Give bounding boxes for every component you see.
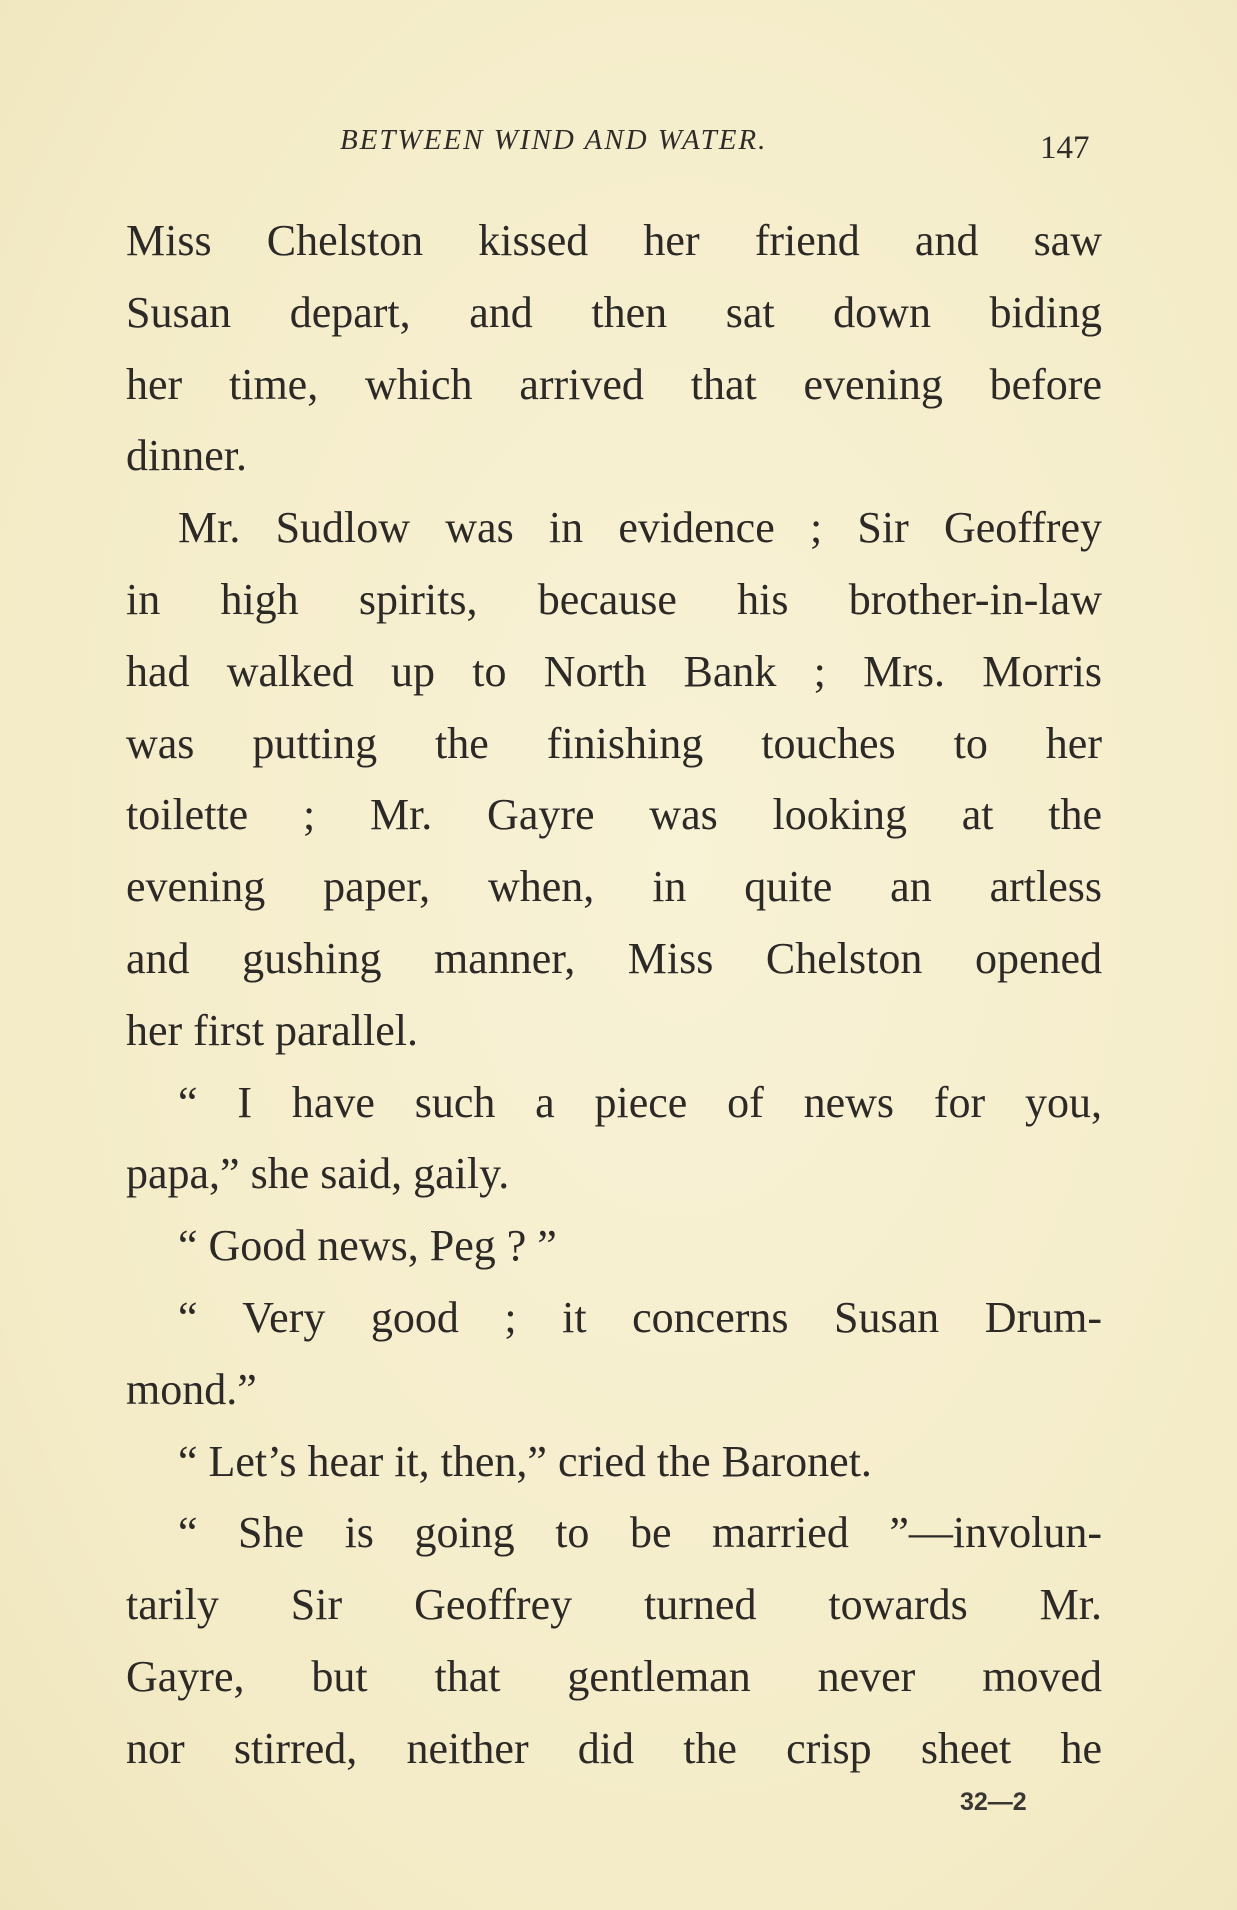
page-number: 147 — [1040, 130, 1090, 166]
body-text — [126, 205, 1102, 1785]
text-line: dinner. — [126, 431, 247, 481]
text-line: Gayre, but that gentleman never moved — [126, 1651, 1102, 1701]
text-line: and gushing manner, Miss Chelston opened — [126, 933, 1102, 983]
text-line: her first parallel. — [126, 1005, 418, 1055]
text-line: mond.” — [126, 1364, 257, 1414]
running-title: BETWEEN WIND AND WATER. — [340, 124, 768, 156]
text-line: in high spirits, because his brother-in-law — [126, 574, 1102, 624]
text-line: Miss Chelston kissed her friend and saw — [126, 216, 1102, 265]
text-line: “ She is going to be married ”—involun- — [178, 1508, 1102, 1558]
text-line: “ Let’s hear it, then,” cried the Baronet. — [178, 1436, 872, 1486]
text-line: tarily Sir Geoffrey turned towards Mr. — [126, 1580, 1102, 1630]
text-line: had walked up to North Bank ; Mrs. Morris — [126, 646, 1102, 696]
text-line: papa,” she said, gaily. — [126, 1149, 510, 1199]
text-line: evening paper, when, in quite an artless — [126, 862, 1102, 912]
text-line: “ Good news, Peg ? ” — [178, 1221, 557, 1271]
text-line: Susan depart, and then sat down biding — [126, 287, 1102, 337]
running-head — [0, 118, 1237, 168]
text-line: “ Very good ; it concerns Susan Drum- — [178, 1292, 1102, 1342]
signature-mark: 32—2 — [960, 1788, 1027, 1816]
text-line: nor stirred, neither did the crisp sheet he — [126, 1723, 1102, 1773]
text-line: “ I have such a piece of news for you, — [178, 1077, 1102, 1127]
text-line: was putting the finishing touches to her — [126, 718, 1102, 768]
text-line: toilette ; Mr. Gayre was looking at the — [126, 790, 1102, 840]
text-line: her time, which arrived that evening before — [126, 359, 1102, 409]
text-line: Mr. Sudlow was in evidence ; Sir Geoffrey — [178, 503, 1102, 553]
